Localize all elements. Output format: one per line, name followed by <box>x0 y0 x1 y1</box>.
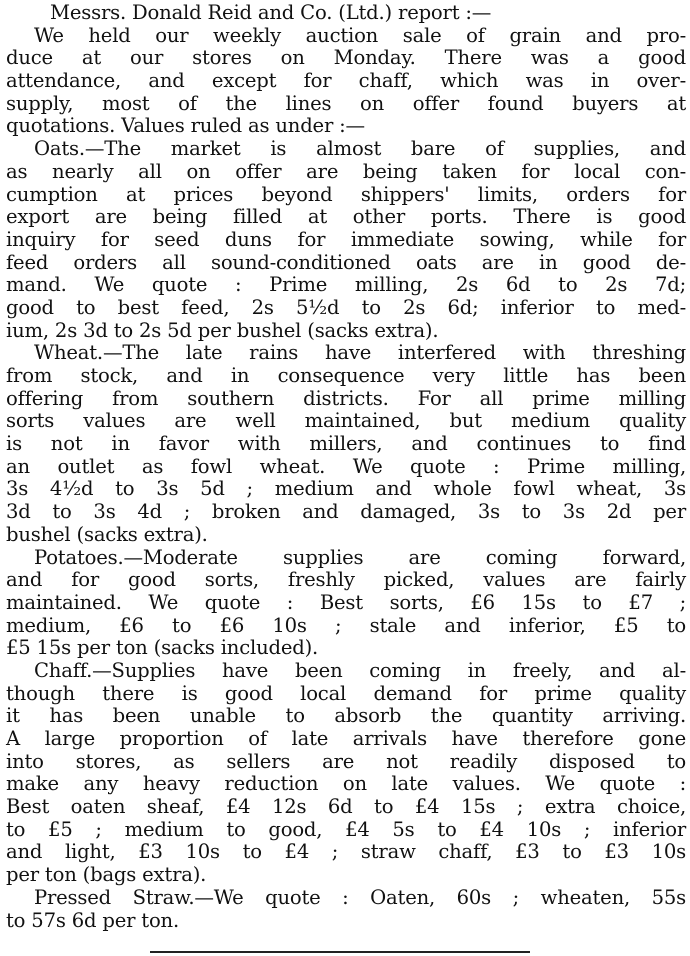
article-line: offering from southern districts. For all prime milling <box>6 386 686 410</box>
article-line: 3d to 3s 4d ; broken and damaged, 3s to 3s 2d per <box>6 500 686 524</box>
article-line: and for good sorts, freshly picked, values are fairly <box>6 568 686 592</box>
article-line: Potatoes.—Moderate supplies are coming forward, <box>34 545 686 569</box>
article-line: to 57s 6d per ton. <box>6 908 180 932</box>
article-line: attendance, and except for chaff, which was in over- <box>6 69 686 93</box>
article-line: export are being filled at other ports. There is good <box>6 205 686 229</box>
article-line: good to best feed, 2s 5½d to 2s 6d; inferior to med- <box>6 295 686 319</box>
article-line: ium, 2s 3d to 2s 5d per bushel (sacks extra). <box>6 318 439 342</box>
report-body <box>6 25 686 933</box>
article-line: duce at our stores on Monday. There was a good <box>6 46 686 70</box>
article-line: Best oaten sheaf, £4 12s 6d to £4 15s ; extra choice, <box>6 795 686 819</box>
article-line: sorts values are well maintained, but medium quality <box>6 409 686 433</box>
article-line: as nearly all on offer are being taken for local con- <box>6 159 686 183</box>
market-report-article <box>6 2 686 932</box>
article-line: Pressed Straw.—We quote : Oaten, 60s ; wheaten, 55s <box>34 885 686 909</box>
article-line: We held our weekly auction sale of grain and pro- <box>34 23 686 47</box>
article-line: maintained. We quote : Best sorts, £6 15s to £7 ; <box>6 590 686 614</box>
article-line: Chaff.—Supplies have been coming in freely, and al- <box>34 658 686 682</box>
article-line: make any heavy reduction on late values. We quote : <box>6 772 686 796</box>
article-line: it has been unable to absorb the quantity arriving. <box>6 704 686 728</box>
article-line: A large proportion of late arrivals have therefore gone <box>6 727 686 750</box>
article-line: an outlet as fowl wheat. We quote : Prime milling, <box>6 454 686 478</box>
article-line: quotations. Values ruled as under :— <box>6 114 365 138</box>
article-line: Wheat.—The late rains have interfered with threshing <box>34 341 686 365</box>
article-line: and light, £3 10s to £4 ; straw chaff, £3 to £3 10s <box>6 840 686 864</box>
article-line: bushel (sacks extra). <box>6 522 208 546</box>
article-line: feed orders all sound-conditioned oats are in good de- <box>6 250 686 274</box>
article-line: inquiry for seed duns for immediate sowing, while for <box>6 227 686 251</box>
article-line: 3s 4½d to 3s 5d ; medium and whole fowl wheat, 3s <box>6 477 686 501</box>
article-line: to £5 ; medium to good, £4 5s to £4 10s ; inferior <box>6 817 686 841</box>
article-line: supply, most of the lines on offer found buyers at <box>6 91 686 115</box>
article-line: though there is good local demand for prime quality <box>6 681 686 705</box>
article-line: is not in favor with millers, and continues to find <box>6 432 686 456</box>
article-line: into stores, as sellers are not readily disposed to <box>6 749 686 773</box>
column-end-rule <box>150 951 530 955</box>
article-line: cumption at prices beyond shippers' limits, orders for <box>6 182 686 206</box>
article-line: mand. We quote : Prime milling, 2s 6d to 2s 7d; <box>6 273 686 297</box>
article-line: from stock, and in consequence very little has been <box>6 364 686 387</box>
article-line: medium, £6 to £6 10s ; stale and inferior, £5 to <box>6 613 686 637</box>
report-heading: Messrs. Donald Reid and Co. (Ltd.) report :— <box>50 1 492 24</box>
article-line: Oats.—The market is almost bare of supplies, and <box>34 137 686 161</box>
article-line: £5 15s per ton (sacks included). <box>6 636 319 660</box>
rule-line <box>150 951 530 953</box>
article-line: per ton (bags extra). <box>6 863 207 887</box>
